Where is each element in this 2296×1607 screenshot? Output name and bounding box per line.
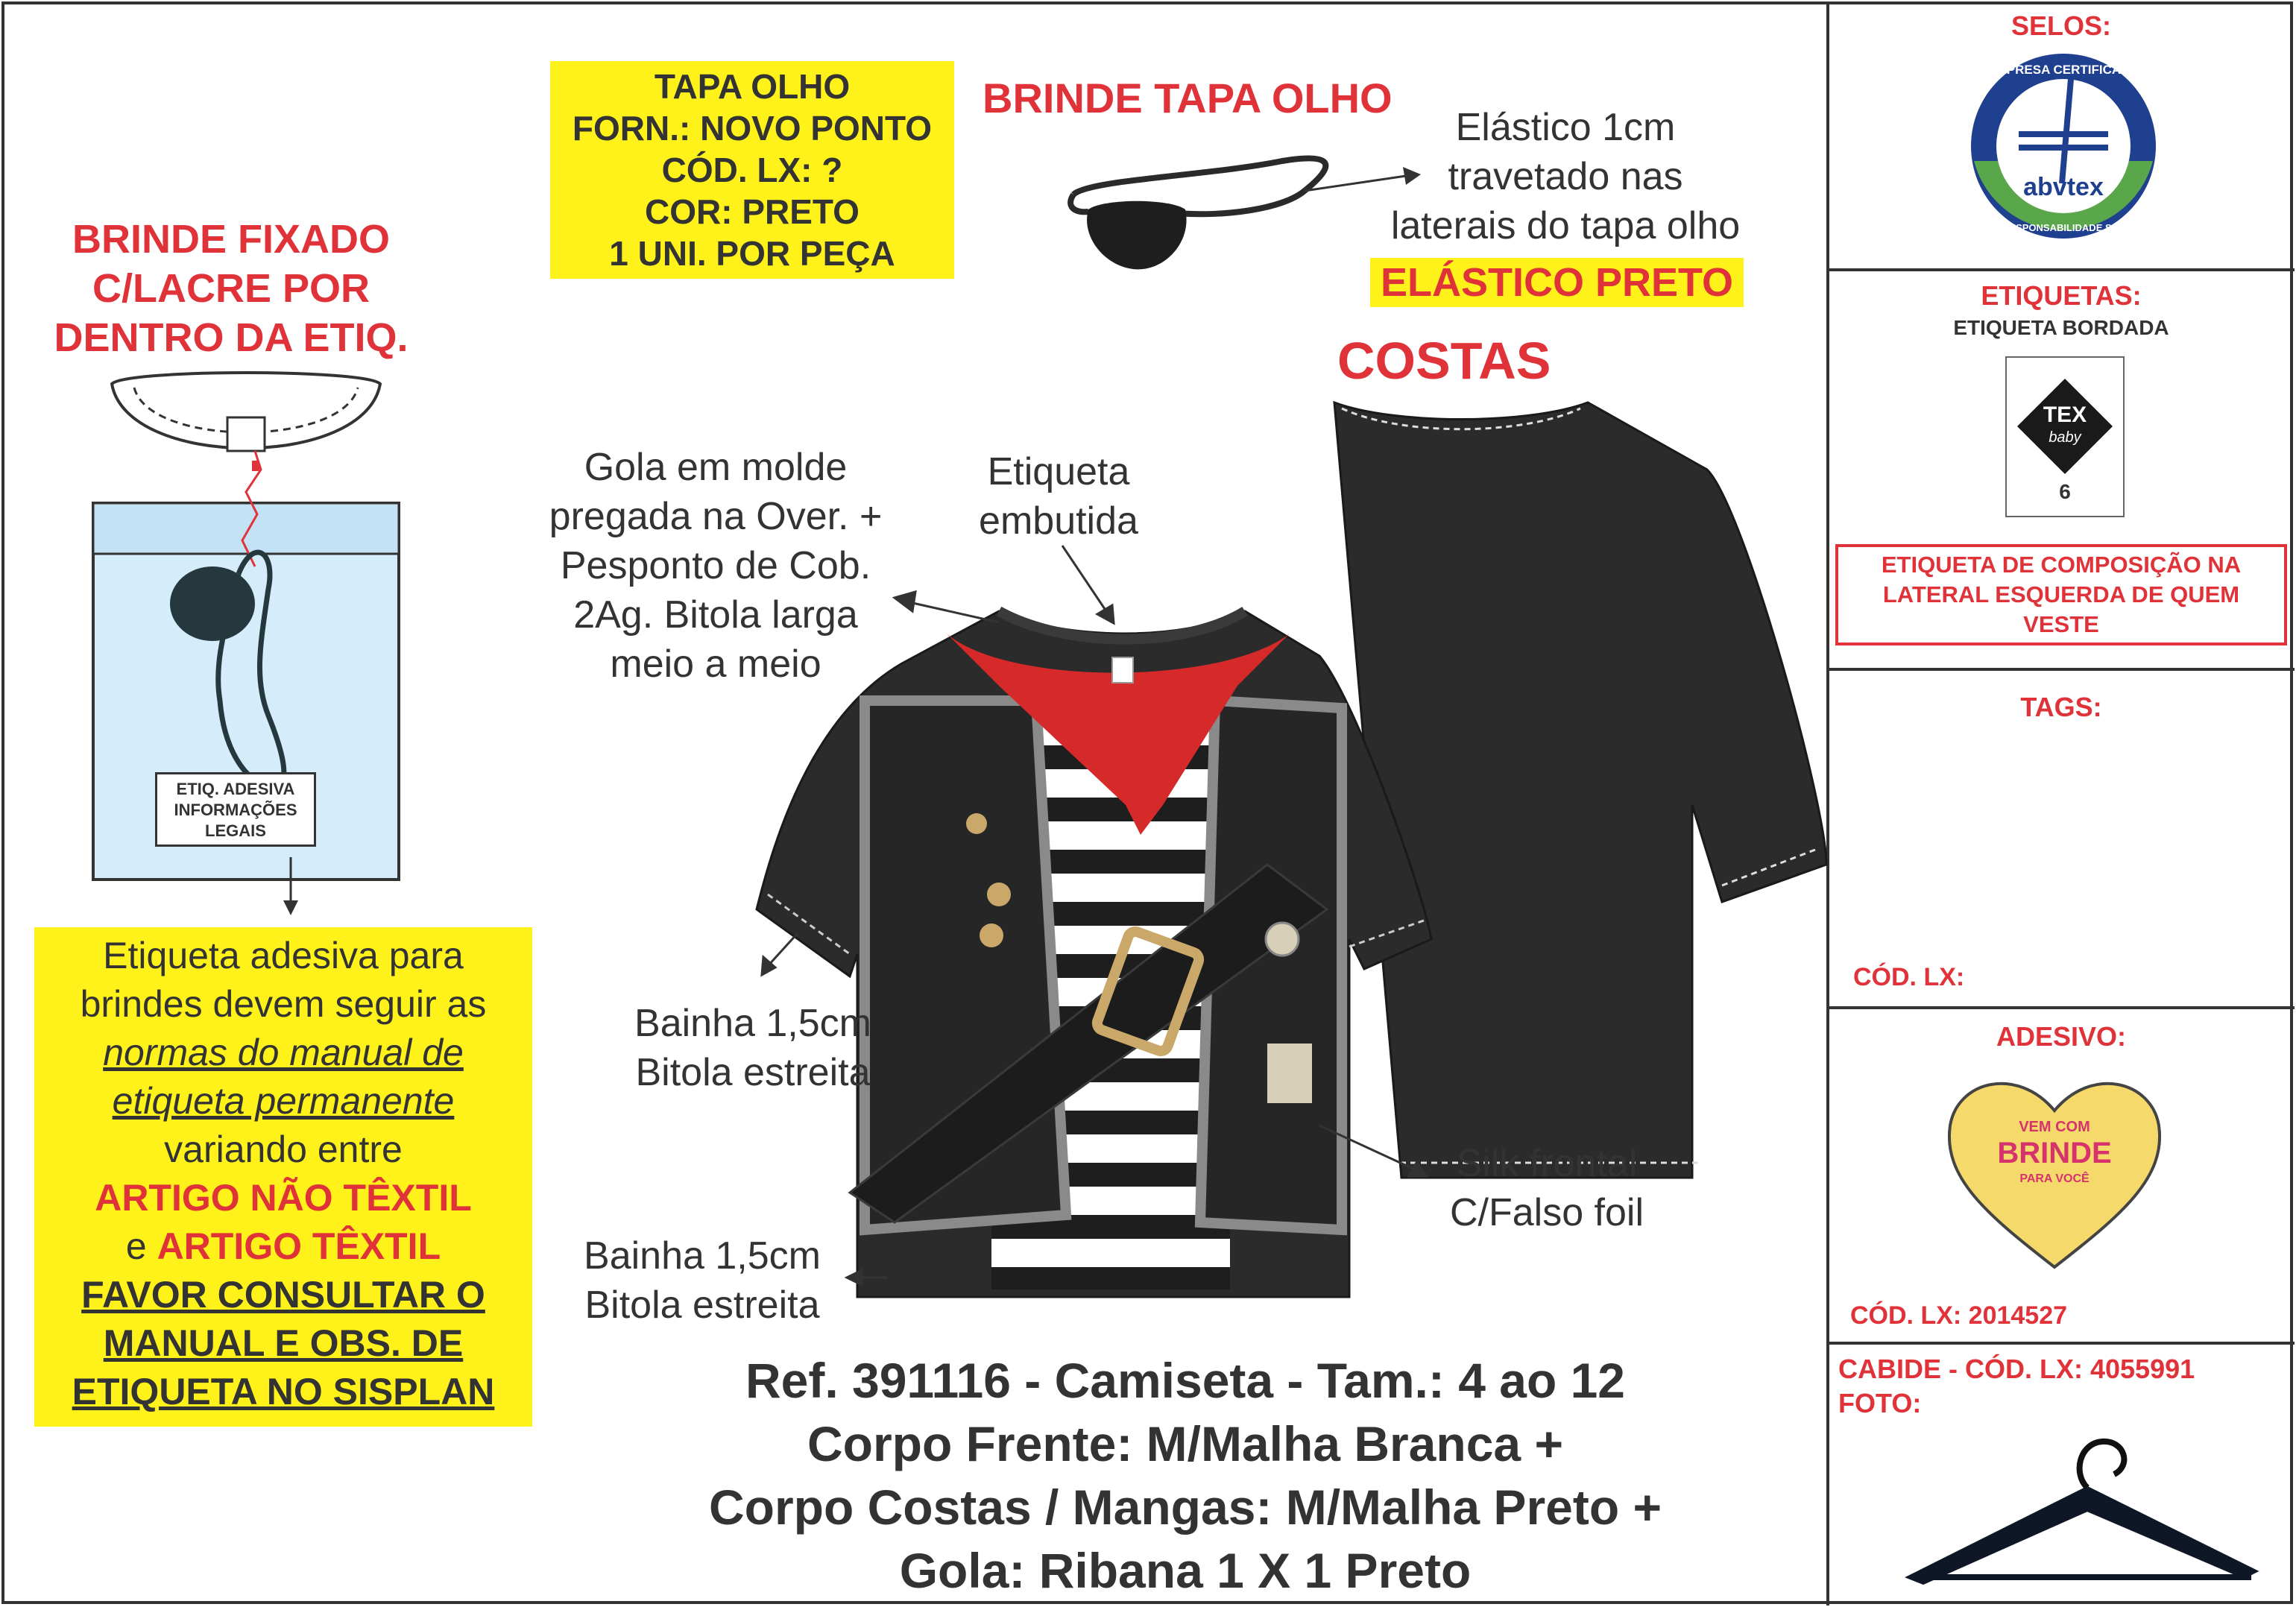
gola-line-3: Pesponto de Cob.: [560, 544, 871, 587]
seal-bottom-text: EM RESPONSABILIDADE SOCIAL: [1984, 222, 2142, 233]
tex-brand: TEX: [2043, 402, 2087, 427]
hanger-photo: [1893, 1428, 2266, 1600]
cabide-cod-lx: CABIDE - CÓD. LX: 4055991: [1838, 1354, 2195, 1384]
tex-sub: baby: [2049, 429, 2081, 446]
consultar-line-2: MANUAL E OBS. DE: [103, 1322, 464, 1364]
brinde-fixado-line-1: BRINDE FIXADO: [72, 217, 390, 262]
etiq-adesiva-line-2: INFORMAÇÕES: [174, 801, 297, 819]
heart-text-mid: BRINDE: [1997, 1137, 2112, 1169]
brinde-tapa-olho-title: BRINDE TAPA OLHO: [983, 75, 1393, 121]
seal-brand: abvtex: [2023, 173, 2104, 201]
adesivo-cod-lx: CÓD. LX: 2014527: [1850, 1301, 2068, 1330]
bainha-corpo-line-2: Bitola estreita: [584, 1284, 820, 1327]
note-line-5: variando entre: [164, 1128, 403, 1170]
costas-label: COSTAS: [1337, 332, 1551, 390]
heart-text-bottom: PARA VOCÊ: [2019, 1172, 2090, 1185]
note-line-3: normas do manual de: [103, 1032, 464, 1073]
bainha-corpo-line-1: Bainha 1,5cm: [584, 1234, 821, 1278]
tags-cod-lx: CÓD. LX:: [1853, 963, 1965, 991]
abvtex-seal: [1967, 49, 2160, 250]
heart-text-top: VEM COM: [2019, 1119, 2090, 1135]
consultar-line-3: ETIQUETA NO SISPLAN: [72, 1371, 495, 1412]
tapa-olho-line-4: COR: PRETO: [645, 192, 860, 231]
embutida-line-1: Etiqueta: [987, 450, 1130, 493]
ref-line-3: Corpo Costas / Mangas: M/Malha Preto +: [708, 1480, 1662, 1535]
reference-block: [544, 1349, 1826, 1603]
selos-title: SELOS:: [2010, 10, 2111, 41]
ref-line-4: Gola: Ribana 1 X 1 Preto: [899, 1543, 1472, 1598]
composicao-line-1: ETIQUETA DE COMPOSIÇÃO NA: [1881, 552, 2242, 578]
ref-line-1: Ref. 391116 - Camiseta - Tam.: 4 ao 12: [745, 1353, 1626, 1408]
composicao-line-3: VESTE: [2023, 611, 2099, 637]
tapa-olho-line-1: TAPA OLHO: [654, 67, 851, 106]
elastico-line-3: laterais do tapa olho: [1390, 204, 1741, 247]
elastico-line-2: travetado nas: [1448, 155, 1683, 198]
gola-line-1: Gola em molde: [584, 446, 848, 489]
silk-line-2: C/Falso foil: [1449, 1191, 1644, 1234]
bainha-manga-line-1: Bainha 1,5cm: [634, 1002, 871, 1045]
etiq-adesiva-line-1: ETIQ. ADESIVA: [176, 780, 295, 798]
artigo-textil: ARTIGO TÊXTIL: [157, 1225, 441, 1267]
etiq-adesiva-line-3: LEGAIS: [205, 821, 266, 840]
silk-line-1: Silk frontal: [1456, 1142, 1638, 1185]
embutida-line-2: embutida: [979, 499, 1138, 543]
tags-title: TAGS:: [2020, 692, 2102, 722]
foto-label: FOTO:: [1838, 1388, 1922, 1418]
ref-line-2: Corpo Frente: M/Malha Branca +: [807, 1416, 1563, 1471]
note-line-1: Etiqueta adesiva para: [103, 935, 464, 976]
adesivo-title: ADESIVO:: [1996, 1021, 2127, 1052]
bainha-manga-line-2: Bitola estreita: [635, 1051, 871, 1094]
heart-text: [1968, 1118, 2141, 1188]
seal-top-text: EMPRESA CERTIFICADA: [1987, 63, 2139, 77]
tapa-olho-line-2: FORN.: NOVO PONTO: [572, 109, 933, 148]
brinde-fixado-line-2: C/LACRE POR: [92, 266, 370, 311]
consultar-line-1: FAVOR CONSULTAR O: [81, 1274, 485, 1316]
elastico-line-1: Elástico 1cm: [1455, 106, 1676, 149]
gola-line-4: 2Ag. Bitola larga: [573, 593, 858, 637]
composicao-line-2: LATERAL ESQUERDA DE QUEM: [1882, 581, 2240, 607]
composicao-box: [1835, 544, 2287, 645]
tapa-olho-line-3: CÓD. LX: ?: [661, 151, 843, 189]
elastico-preto-highlight: ELÁSTICO PRETO: [1370, 258, 1744, 307]
note-e: e: [125, 1225, 147, 1267]
etiqueta-bordada: ETIQUETA BORDADA: [1953, 316, 2169, 339]
note-line-4: etiqueta permanente: [112, 1080, 455, 1122]
note-line-2: brindes devem seguir as: [80, 983, 487, 1025]
etiquetas-title: ETIQUETAS:: [1981, 280, 2142, 311]
gola-line-2: pregada na Over. +: [549, 495, 883, 538]
brinde-fixado-line-3: DENTRO DA ETIQ.: [54, 315, 409, 360]
tex-size: 6: [2059, 480, 2071, 503]
tapa-olho-line-5: 1 UNI. POR PEÇA: [609, 234, 895, 273]
artigo-nao-textil: ARTIGO NÃO TÊXTIL: [95, 1177, 472, 1219]
gola-line-5: meio a meio: [610, 643, 821, 686]
